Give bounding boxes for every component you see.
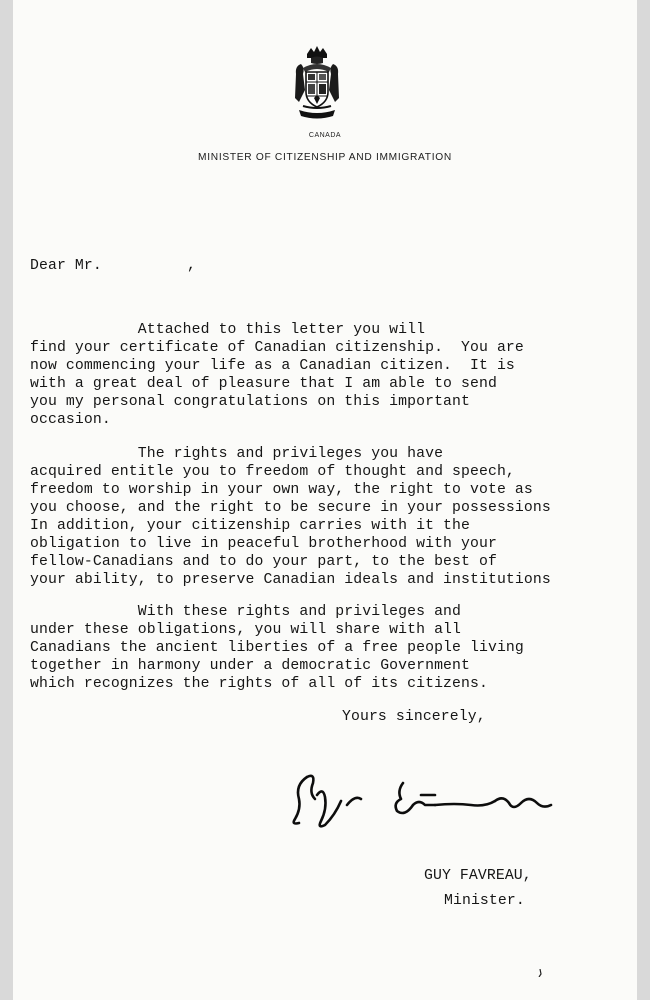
paragraph-3-line: together in harmony under a democratic Government: [30, 658, 470, 674]
paragraph-1-line: with a great deal of pleasure that I am able to send: [30, 376, 497, 392]
paragraph-2-line: The rights and privileges you have: [30, 446, 444, 462]
paragraph-2-line: In addition, your citizenship carries with it the: [30, 518, 470, 534]
country-name: CANADA: [308, 132, 342, 139]
paragraph-2-line: your ability, to preserve Canadian ideals and institutions: [30, 572, 551, 588]
paragraph-3-line: With these rights and privileges and: [30, 604, 462, 620]
paragraph-2-line: freedom to worship in your own way, the right to vote as: [30, 482, 533, 498]
paragraph-1-line: you my personal congratulations on this important: [30, 394, 470, 410]
paragraph-2-line: you choose, and the right to be secure in your possessions: [30, 500, 551, 516]
paragraph-3-line: under these obligations, you will share with all: [30, 622, 462, 638]
paragraph-2-line: obligation to live in peaceful brotherhood with your: [30, 536, 497, 552]
paragraph-2-line: fellow-Canadians and to do your part, to the best of: [30, 554, 497, 570]
paragraph-1-line: now commencing your life as a Canadian citizen. It is: [30, 358, 515, 374]
paragraph-3-line: which recognizes the rights of all of its citizens.: [30, 676, 488, 692]
paragraph-1-line: occasion.: [30, 412, 111, 428]
handwritten-signature-icon: [285, 765, 555, 835]
paragraph-3-line: Canadians the ancient liberties of a free people living: [30, 640, 524, 656]
signer-title: Minister.: [444, 893, 525, 909]
salutation-comma: ,: [187, 258, 196, 274]
signer-name: GUY FAVREAU,: [424, 868, 532, 884]
ink-mark: [538, 969, 542, 977]
salutation: Dear Mr.: [30, 258, 102, 274]
ministry-heading: MINISTER OF CITIZENSHIP AND IMMIGRATION: [198, 152, 452, 163]
paragraph-1-line: Attached to this letter you will: [30, 322, 426, 338]
coat-of-arms-icon: [293, 44, 341, 122]
paragraph-2-line: acquired entitle you to freedom of thought and speech,: [30, 464, 515, 480]
paragraph-1-line: find your certificate of Canadian citizenship. You are: [30, 340, 524, 356]
closing: Yours sincerely,: [342, 709, 486, 725]
